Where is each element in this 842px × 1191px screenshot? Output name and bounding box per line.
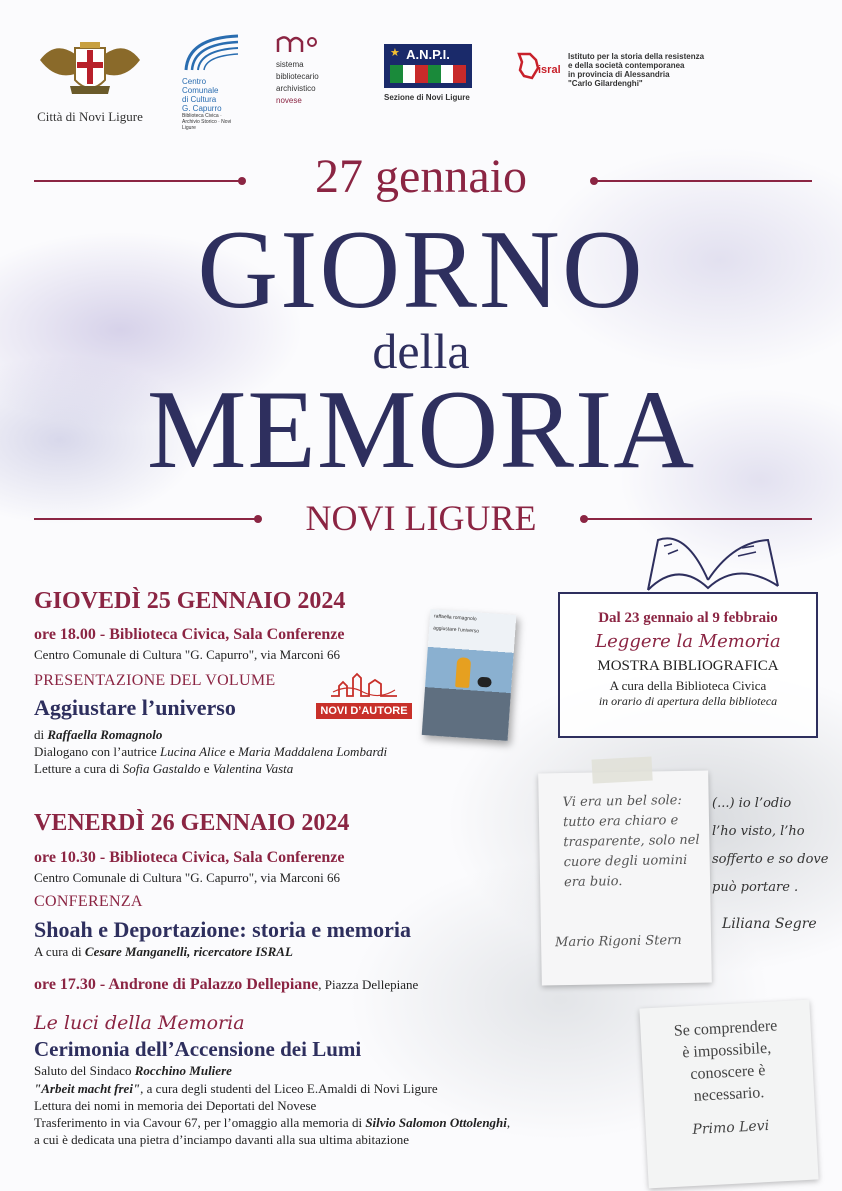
quote-line: cuore degli uomini: [563, 852, 688, 871]
girl-figure-icon: [455, 657, 471, 688]
friday-names: Lettura dei nomi in memoria dei Deportati del Novese: [34, 1098, 317, 1113]
centro-sub: Biblioteca Civica · Archivio Storico · Novi Ligure: [182, 113, 232, 131]
friday-place2: , Piazza Dellepiane: [318, 977, 419, 992]
exhibit-curator: A cura della Biblioteca Civica: [609, 678, 767, 693]
quote-line: sofferto e so dove: [712, 852, 829, 867]
greeting-prefix: Saluto del Sindaco: [34, 1063, 132, 1078]
exhibit-dates: Dal 23 gennaio al 9 febbraio: [598, 610, 778, 626]
segre-quote: [712, 790, 828, 902]
levi-note: [639, 1000, 818, 1189]
quote-line: può portare .: [712, 880, 799, 895]
event-date: 27 gennaio: [315, 150, 527, 203]
title-giorno: GIORNO: [197, 208, 645, 332]
rigoni-author: Mario Rigoni Stern: [554, 933, 682, 951]
cat-figure-icon: [477, 677, 492, 688]
transfer-end: ,: [506, 1115, 511, 1130]
dialog-and: e: [229, 744, 235, 759]
isral-line: e della società contemporanea: [568, 61, 685, 70]
piemonte-map-icon: [516, 52, 540, 80]
anpi-mark: A.N.P.I.: [406, 47, 450, 62]
dialog-name: Maria Maddalena Lombardi: [238, 744, 388, 759]
quote-line: era buio.: [563, 874, 623, 891]
friday-title: Shoah e Deportazione: storia e memoria: [34, 917, 411, 942]
reading-name: Sofia Gastaldo: [122, 761, 201, 776]
thursday-heading: GIOVEDÌ 25 GENNAIO 2024: [34, 588, 346, 614]
sistema-mark-icon: [276, 36, 320, 54]
friday-transfer-2: a cui è dedicata una pietra d’inciampo davanti alla sua ultima abitazione: [34, 1132, 410, 1147]
centro-arc-icon: [182, 32, 242, 72]
friday-curator: [34, 943, 293, 960]
book-title: aggiustare l’universo: [432, 625, 480, 635]
anpi-sub: Sezione di Novi Ligure: [384, 93, 470, 102]
quote-line: è impossibile,: [681, 1039, 772, 1062]
exhibit-type: MOSTRA BIBLIOGRAFICA: [597, 658, 779, 674]
levi-quote: [640, 1014, 814, 1111]
friday-arbeit: [34, 1080, 438, 1097]
anpi-flag: [384, 44, 472, 88]
rigoni-quote: [563, 791, 711, 894]
quote-line: Vi era un bel sole:: [562, 792, 682, 811]
curator-prefix: A cura di: [34, 944, 82, 959]
dialog-prefix: Dialogano con l’autrice: [34, 744, 157, 759]
thursday-time-place: ore 18.00 - Biblioteca Civica, Sala Conferenze: [34, 626, 345, 643]
friday-ceremony: Cerimonia dell’Accensione dei Lumi: [34, 1037, 362, 1061]
exhibit-box: [558, 592, 818, 738]
star-icon: ★: [390, 47, 400, 59]
transfer-name: Silvio Salomon Ottolenghi: [365, 1115, 507, 1130]
isral-line: Istituto per la storia della resistenza: [568, 52, 705, 61]
friday-time-place: ore 10.30 - Biblioteca Civica, Sala Conferenze: [34, 849, 345, 866]
city-logo: [30, 40, 150, 124]
reading-name: Valentina Vasta: [212, 761, 294, 776]
city-name: NOVI LIGURE: [305, 498, 537, 538]
isral-line: "Carlo Gilardenghi": [568, 79, 643, 88]
thursday-title: Aggiustare l’universo: [34, 695, 236, 720]
transfer-text: Trasferimento in via Cavour 67, per l’omaggio alla memoria di: [34, 1115, 363, 1130]
centro-line: Comunale: [182, 86, 219, 95]
isral-mark: isral: [538, 64, 561, 76]
anpi-logo: [384, 44, 478, 102]
quote-line: (...) io l’odio: [712, 796, 792, 811]
title-della: della: [372, 323, 470, 379]
rigoni-note: [538, 771, 712, 986]
curator-name: Cesare Manganelli, ricercatore ISRAL: [84, 944, 293, 959]
reading-prefix: Letture a cura di: [34, 761, 120, 776]
centro-line: G. Capurro: [182, 104, 222, 113]
isral-line: in provincia di Alessandria: [568, 70, 670, 79]
friday-heading: VENERDÌ 26 GENNAIO 2024: [34, 810, 350, 836]
friday-type: CONFERENZA: [34, 893, 143, 910]
mayor-name: Rocchino Muliere: [134, 1063, 232, 1078]
tape-strip: [592, 756, 653, 783]
centro-logo: [182, 32, 262, 131]
author-prefix: di: [34, 727, 45, 742]
city-crest-icon: [30, 40, 150, 102]
badge-label: NOVI D’AUTORE: [316, 703, 412, 719]
sistema-line: sistema: [276, 60, 304, 69]
quote-line: Se comprendere: [673, 1017, 778, 1040]
sistema-line: novese: [276, 96, 302, 105]
quote-line: conoscere è: [689, 1062, 766, 1083]
quote-line: necessario.: [693, 1084, 765, 1105]
sistema-line: archivistico: [276, 84, 316, 93]
sistema-line: bibliotecario: [276, 72, 319, 81]
quote-line: l’ho visto, l’ho: [712, 824, 805, 839]
friday-transfer: [34, 1114, 510, 1131]
arbeit-title: "Arbeit macht frei": [34, 1081, 141, 1096]
thursday-type: PRESENTAZIONE DEL VOLUME: [34, 672, 276, 689]
novi-dautore-badge: [316, 670, 412, 719]
dialog-name: Lucina Alice: [159, 744, 226, 759]
friday-greeting: [34, 1062, 232, 1079]
isral-logo: [516, 52, 816, 92]
friday-time2: ore 17.30 - Androne di Palazzo Dellepiane: [34, 976, 319, 993]
city-logo-label: Città di Novi Ligure: [37, 109, 143, 124]
centro-line: di Cultura: [182, 95, 217, 104]
centro-line: Centro: [182, 77, 207, 86]
quote-line: trasparente, solo nel: [563, 832, 700, 851]
exhibit-hours: in orario di apertura della biblioteca: [598, 694, 778, 708]
skyline-icon: [329, 670, 399, 698]
segre-author: Liliana Segre: [722, 916, 817, 932]
arbeit-rest: , a cura degli studenti del Liceo E.Amaldi di Novi Ligure: [140, 1081, 438, 1096]
exhibit-name: Leggere la Memoria: [595, 631, 781, 652]
reading-and: e: [203, 761, 210, 776]
quote-line: tutto era chiaro e: [562, 813, 679, 831]
thursday-reading: [34, 760, 293, 777]
friday-script-title: Le luci della Memoria: [34, 1012, 245, 1034]
thursday-author: [34, 726, 162, 743]
title-memoria: MEMORIA: [146, 368, 696, 492]
centro-label: [182, 77, 262, 113]
author-name: Raffaella Romagnolo: [47, 727, 163, 742]
levi-author: Primo Levi: [692, 1117, 770, 1138]
sistema-logo: [276, 36, 356, 107]
thursday-dialog: [34, 743, 387, 760]
friday-evening: [34, 976, 418, 994]
book-author: raffaella romagnolo: [433, 613, 477, 623]
thursday-address: Centro Comunale di Cultura "G. Capurro", via Marconi 66: [34, 647, 340, 662]
book-cover: [422, 609, 517, 741]
friday-address: Centro Comunale di Cultura "G. Capurro", via Marconi 66: [34, 870, 340, 885]
